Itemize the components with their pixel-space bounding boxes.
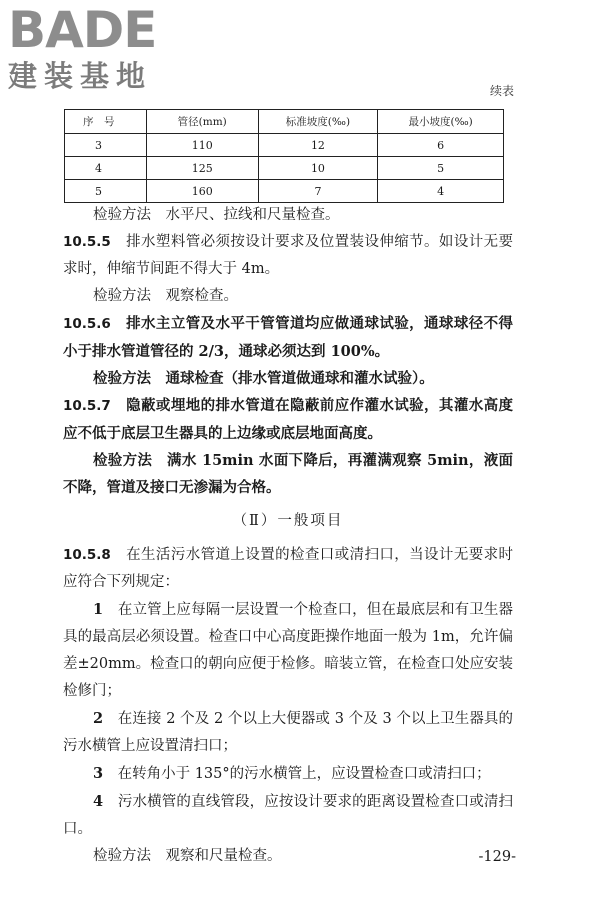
item-number: 3 xyxy=(93,765,104,782)
table-cell: 5 xyxy=(378,157,504,180)
body-text xyxy=(63,202,513,870)
logo-latin-text: BADE xyxy=(8,1,157,59)
table-cell: 10 xyxy=(258,157,378,180)
clause-10-5-6 xyxy=(63,310,513,365)
table-cell: 5 xyxy=(65,180,147,203)
item-number: 1 xyxy=(93,601,104,618)
header-cell: 最小坡度(‰) xyxy=(378,110,504,134)
table-row xyxy=(65,157,504,180)
check-method: 检验方法 观察检查。 xyxy=(93,288,238,304)
item-text: 在连接 2 个及 2 个以上大便器或 3 个及 3 个以上卫生器具的污水横管上应设置清扫口； xyxy=(63,711,513,754)
table-cell: 4 xyxy=(65,157,147,180)
item-number: 2 xyxy=(93,710,104,727)
list-item xyxy=(63,596,513,705)
list-item xyxy=(63,760,513,788)
clause-number: 10.5.7 xyxy=(63,398,111,414)
list-item xyxy=(63,705,513,760)
brand-logo xyxy=(8,2,188,97)
table-row xyxy=(65,134,504,157)
table-cell: 110 xyxy=(146,134,258,157)
section-heading-general: （Ⅱ）一般项目 xyxy=(232,513,344,529)
clause-text: 排水塑料管必须按设计要求及位置装设伸缩节。如设计无要求时，伸缩节间距不得大于 4m。 xyxy=(63,234,514,277)
pipe-slope-table xyxy=(64,109,504,203)
table-cell: 4 xyxy=(378,180,504,203)
table-row xyxy=(65,180,504,203)
clause-text: 在生活污水管道上设置的检查口或清扫口，当设计无要求时应符合下列规定： xyxy=(63,547,514,590)
clause-number: 10.5.6 xyxy=(63,316,111,332)
item-text: 在转角小于 135°的污水横管上，应设置检查口或清扫口； xyxy=(117,766,491,782)
clause-number: 10.5.8 xyxy=(63,547,111,563)
list-item xyxy=(63,788,513,843)
clause-10-5-7 xyxy=(63,392,513,447)
table-cell: 160 xyxy=(146,180,258,203)
clause-10-5-8 xyxy=(63,542,513,596)
header-cell: 标准坡度(‰) xyxy=(258,110,378,134)
continued-table-label: 续表 xyxy=(489,84,514,98)
table-cell: 125 xyxy=(146,157,258,180)
page-number: -129- xyxy=(478,849,516,865)
item-text: 污水横管的直线管段，应按设计要求的距离设置检查口或清扫口。 xyxy=(63,794,513,837)
header-cell: 序 号 xyxy=(65,110,147,134)
table-cell: 3 xyxy=(65,134,147,157)
check-method: 检验方法 水平尺、拉线和尺量检查。 xyxy=(93,207,340,223)
item-number: 4 xyxy=(93,793,104,810)
clause-text: 隐蔽或埋地的排水管道在隐蔽前应作灌水试验，其灌水高度应不低于底层卫生器具的上边缘或底层地面高度。 xyxy=(63,397,514,442)
clause-text: 排水主立管及水平干管管道均应做通球试验，通球球径不得小于排水管道管径的 2/3，通球必须达到 100%。 xyxy=(63,315,514,360)
clause-10-5-5 xyxy=(63,229,513,283)
table-header-row xyxy=(65,110,504,134)
table-cell: 7 xyxy=(258,180,378,203)
check-method: 检验方法 满水 15min 水面下降后，再灌满观察 5min，液面不降，管道及接口无渗漏为合格。 xyxy=(63,452,513,496)
item-text: 在立管上应每隔一层设置一个检查口，但在最底层和有卫生器具的最高层必须设置。检查口中心高度距操作地面一般为 1m，允许偏差±20mm。检查口的朝向应便于检修。暗装立管，在检查口处应安装检修门； xyxy=(63,602,513,699)
check-method: 检验方法 通球检查（排水管道做通球和灌水试验）。 xyxy=(93,370,434,387)
table-cell: 12 xyxy=(258,134,378,157)
header-cell: 管径(mm) xyxy=(146,110,258,134)
table-cell: 6 xyxy=(378,134,504,157)
logo-chinese-text: 建装基地 xyxy=(8,59,153,93)
check-method: 检验方法 观察和尺量检查。 xyxy=(93,848,282,864)
clause-number: 10.5.5 xyxy=(63,234,111,250)
